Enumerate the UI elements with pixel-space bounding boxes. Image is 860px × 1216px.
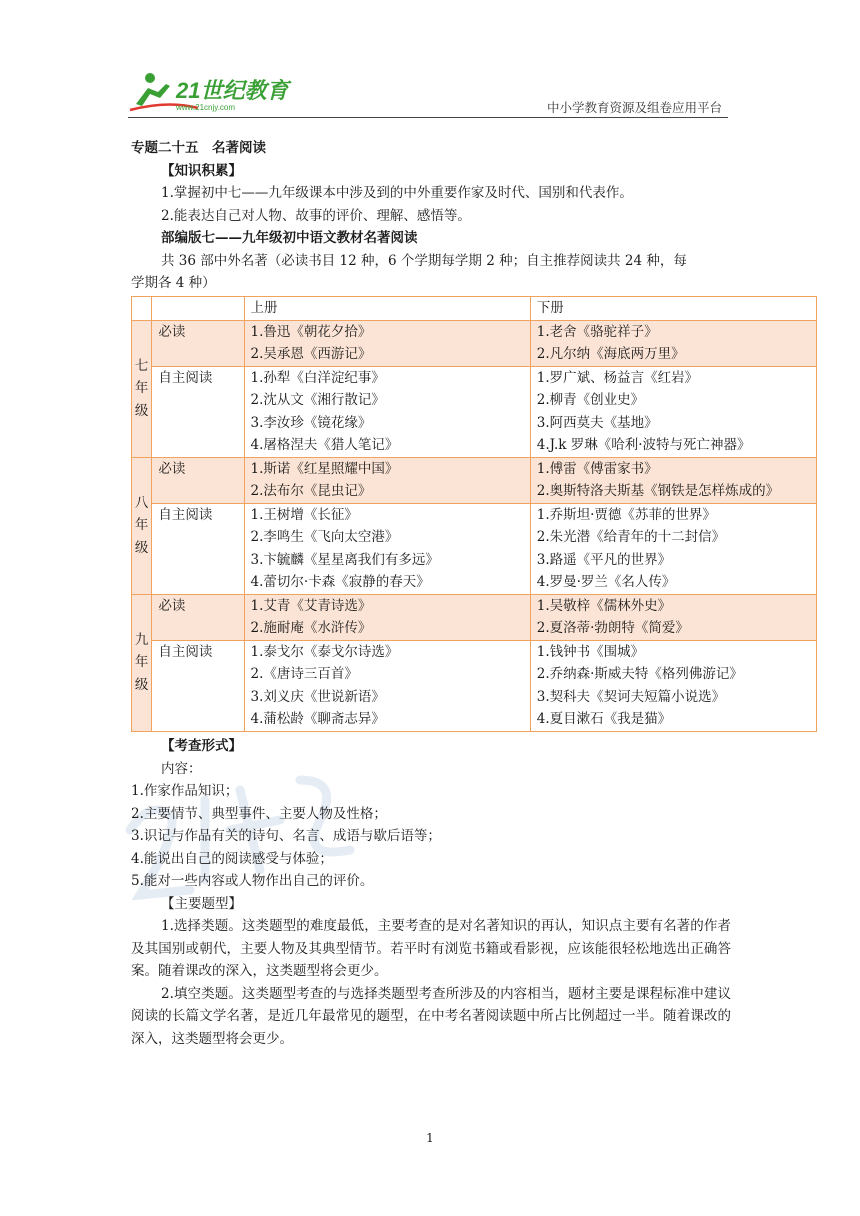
book-cell [530,366,816,457]
header-divider [128,117,728,118]
list-item: 3.刘义庆《世说新语》 [250,688,385,705]
section-heading-knowledge: 【知识积累】 [161,162,242,179]
page-title: 专题二十五 名著阅读 [131,140,266,156]
type-cell: 自主阅读 [152,503,244,594]
list-item: 1.王树增《长征》 [250,506,358,523]
table-row [132,457,817,503]
list-item: 1.罗广斌、杨益言《红岩》 [536,369,699,386]
list-item: 1.傅雷《傅雷家书》 [536,460,658,477]
list-item: 2.《唐诗三百首》 [250,666,358,682]
book-cell [530,503,816,594]
list-item: 2.李鸣生《飞向太空港》 [250,529,399,545]
grade-cell: 七 年 级 [132,320,152,457]
sub-heading: 部编版七——九年级初中语文教材名著阅读 [161,230,418,246]
question-type-1: 1.选择类题。这类题型的难度最低，主要考查的是对名著知识的再认，知识点主要有名著的作者及其国别或朝代，主要人物及其典型情节。若平时有浏览书籍或看影视，应该能很轻松地选出正确答案。随着课改的深入，这类题型将会更少。 [131,918,731,979]
table-row [132,640,817,731]
list-item: 4.蒲松龄《聊斋志异》 [250,711,385,727]
list-item: 1.孙犁《白洋淀纪事》 [250,369,385,386]
header-cell-up: 上册 [244,297,530,321]
type-cell: 必读 [152,320,244,366]
list-item: 3.路遥《平凡的世界》 [536,551,672,568]
list-item: 2.法布尔《昆虫记》 [250,483,372,499]
book-cell [530,320,816,366]
section-heading-exam: 【考查形式】 [161,738,242,754]
book-cell [244,594,530,640]
intro-line-2: 学期各 4 种） [131,275,216,291]
type-cell: 自主阅读 [152,366,244,457]
header-cell [152,297,244,321]
list-item: 1.艾青《艾青诗选》 [250,597,372,614]
page-header [128,70,728,118]
table-row [132,503,817,594]
list-item: 1.鲁迅《朝花夕拾》 [250,323,372,340]
list-item: 2.夏洛蒂·勃朗特《简爱》 [536,620,689,636]
intro-line-1: 共 36 部中外名著（必读书目 12 种，6 个学期每学期 2 种；自主推荐阅读共 24 种，每 [161,252,687,269]
list-item: 4.J.k 罗琳《哈利·波特与死亡神器》 [536,437,751,453]
header-cell [132,297,152,321]
header-cell-down: 下册 [530,297,816,321]
content-label: 内容： [161,760,202,777]
knowledge-point-1: 1.掌握初中七——九年级课本中涉及到的中外重要作家及时代、国别和代表作。 [161,185,633,201]
grade-cell: 八 年 级 [132,457,152,594]
book-cell [244,457,530,503]
list-item: 2.沈从文《湘行散记》 [250,392,385,408]
type-cell: 必读 [152,457,244,503]
site-logo [128,70,298,114]
list-item: 4.罗曼·罗兰《名人传》 [536,574,676,590]
list-item: 2.朱光潜《给青年的十二封信》 [536,529,726,545]
reading-list-table [131,296,817,732]
list-item: 1.钱钟书《围城》 [536,643,645,660]
type-cell: 自主阅读 [152,640,244,731]
list-item: 2.主要情节、典型事件、主要人物及性格； [131,805,387,822]
list-item: 2.奥斯特洛夫斯基《钢铁是怎样炼成的》 [536,483,780,499]
list-item: 2.乔纳森·斯威夫特《格列佛游记》 [536,666,743,682]
list-item: 4.屠格涅夫《猎人笔记》 [250,437,399,453]
list-item: 3.卞毓麟《星星离我们有多远》 [250,551,439,568]
intro-section [131,137,731,295]
knowledge-point-2: 2.能表达自己对人物、故事的评价、理解、感悟等。 [161,207,471,224]
list-item: 4.蕾切尔·卡森《寂静的春天》 [250,574,430,590]
table-header-row [132,297,817,321]
list-item: 1.斯诺《红星照耀中国》 [250,460,399,477]
book-cell [530,457,816,503]
table-row [132,320,817,366]
section-heading-types: 【主要题型】 [161,895,242,912]
list-item: 1.泰戈尔《泰戈尔诗选》 [250,643,399,660]
list-item: 5.能对一些内容或人物作出自己的评价。 [131,873,374,889]
list-item: 1.作家作品知识； [131,783,239,799]
list-item: 3.李汝珍《镜花缘》 [250,414,372,431]
list-item: 3.识记与作品有关的诗句、名言、成语与歇后语等； [131,828,441,844]
svg-text:21世纪教育: 21世纪教育 [176,78,289,103]
book-cell [244,366,530,457]
list-item: 2.凡尔纳《海底两万里》 [536,346,685,362]
list-item: 4.能说出自己的阅读感受与体验； [131,850,333,867]
list-item: 4.夏目漱石《我是猫》 [536,711,672,727]
book-cell [244,320,530,366]
grade-cell: 九 年 级 [132,594,152,731]
type-cell: 必读 [152,594,244,640]
list-item: 3.阿西莫夫《基地》 [536,414,658,431]
list-item: 2.柳青《创业史》 [536,392,645,408]
list-item: 1.乔斯坦·贾德《苏菲的世界》 [536,506,716,523]
list-item: 1.吴敬梓《儒林外史》 [536,597,672,614]
book-cell [244,640,530,731]
platform-name: 中小学教育资源及组卷应用平台 [546,100,722,115]
question-type-2: 2.填空类题。这类题型考查的与选择类题型考查所涉及的内容相当，题材主要是课程标准中建议阅读的长篇文学名著，是近几年最常见的题型，在中考名著阅读题中所占比例超过一半。随着课改的深入，这类题型将会更少。 [131,985,731,1047]
svg-text:www.21cnjy.com: www.21cnjy.com [176,103,235,112]
list-item: 2.吴承恩《西游记》 [250,346,372,362]
book-cell [244,503,530,594]
list-item: 2.施耐庵《水浒传》 [250,620,372,636]
page-number: 1 [426,1131,434,1145]
list-item: 1.老舍《骆驼祥子》 [536,323,658,340]
exam-section [131,735,731,1050]
table-row [132,594,817,640]
book-cell [530,594,816,640]
book-cell [530,640,816,731]
list-item: 3.契科夫《契诃夫短篇小说选》 [536,688,726,705]
table-row [132,366,817,457]
